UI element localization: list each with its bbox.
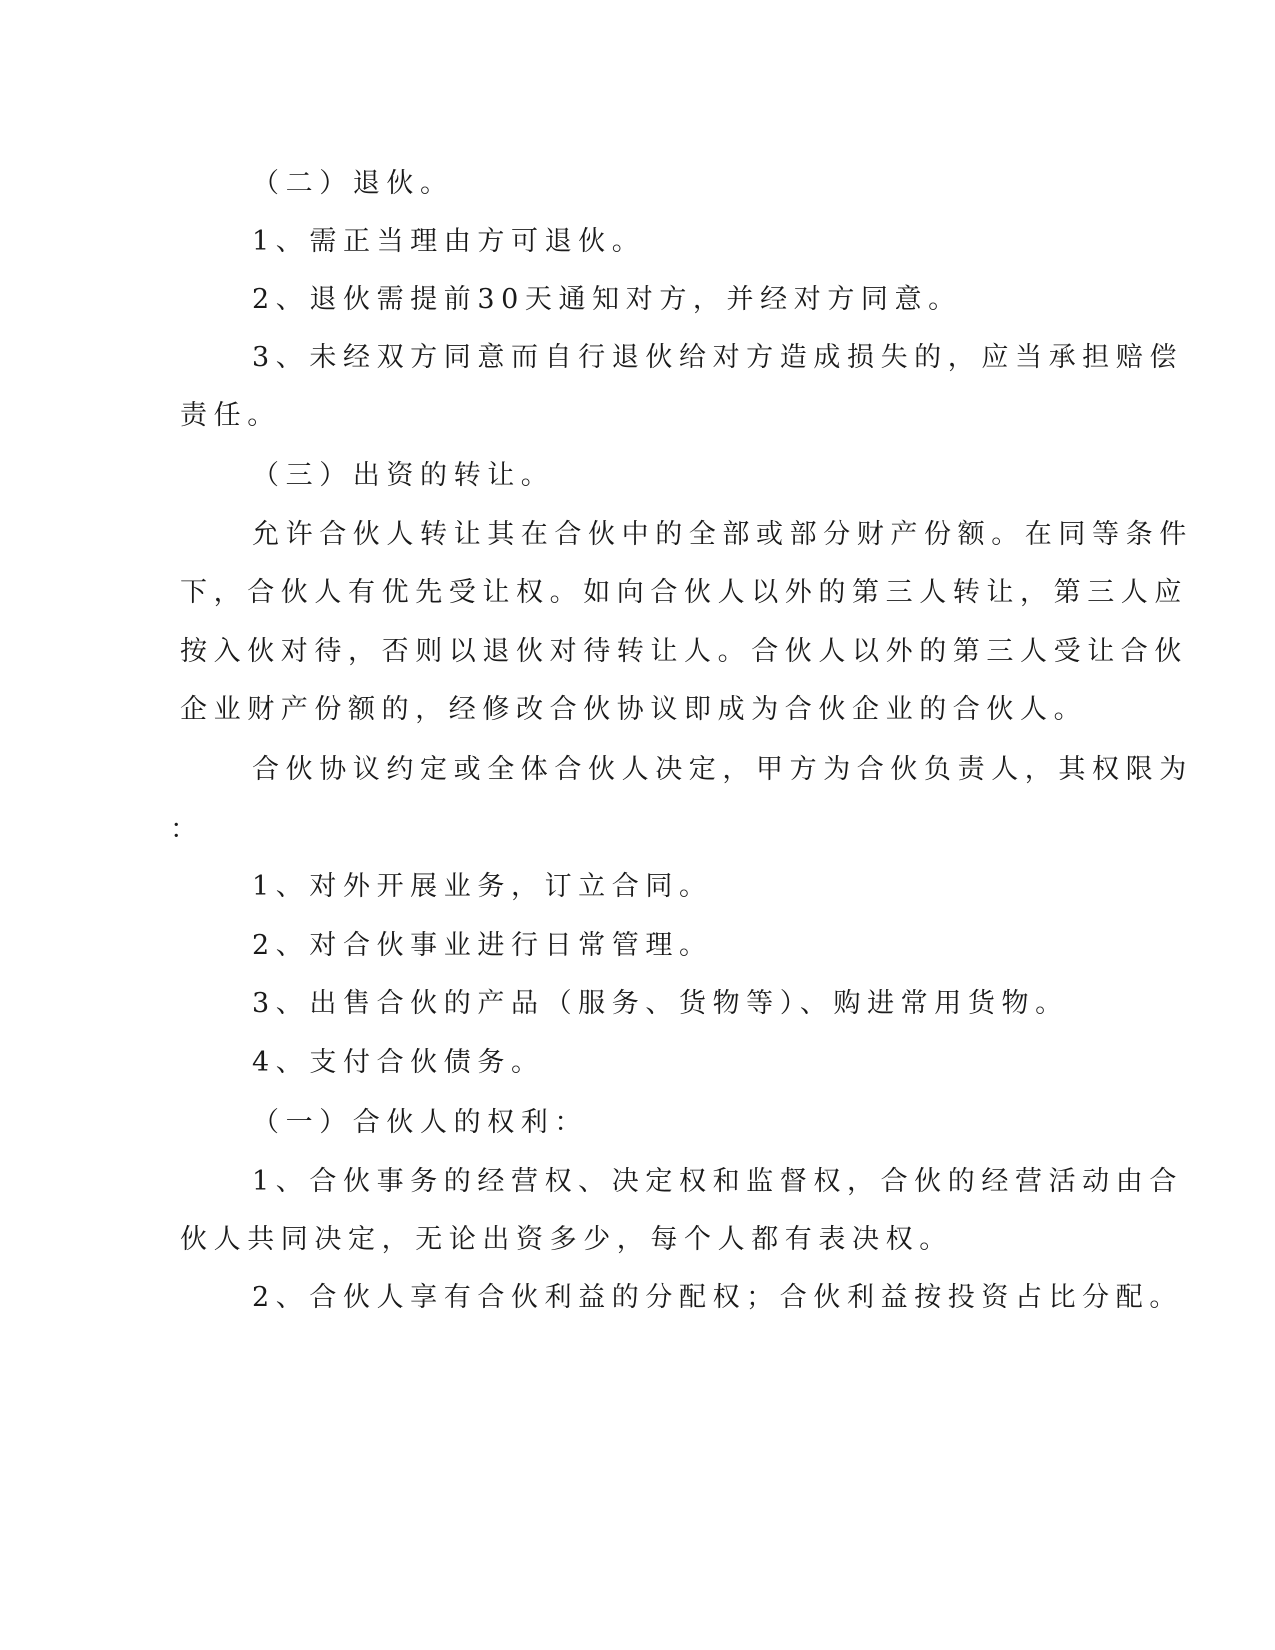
paragraph-rights-item-2: 2、合伙人享有合伙利益的分配权；合伙利益按投资占比分配。 bbox=[252, 1282, 1183, 1313]
paragraph-authority-item-1: 1、对外开展业务，订立合同。 bbox=[252, 871, 713, 902]
paragraph-transfer-line-1: 允许合伙人转让其在合伙中的全部或部分财产份额。在同等条件 bbox=[252, 519, 1193, 550]
paragraph-transfer-line-2: 下，合伙人有优先受让权。如向合伙人以外的第三人转让，第三人应 bbox=[180, 577, 1188, 608]
paragraph-authority-item-2: 2、对合伙事业进行日常管理。 bbox=[252, 930, 713, 961]
paragraph-withdrawal-item-2: 2、退伙需提前30天通知对方，并经对方同意。 bbox=[252, 284, 962, 315]
paragraph-transfer-line-3: 按入伙对待，否则以退伙对待转让人。合伙人以外的第三人受让合伙 bbox=[180, 636, 1188, 667]
paragraph-withdrawal-item-3: 3、未经双方同意而自行退伙给对方造成损失的，应当承担赔偿 bbox=[252, 342, 1183, 373]
paragraph-withdrawal-item-1: 1、需正当理由方可退伙。 bbox=[252, 226, 646, 257]
section-heading-withdrawal: （二）退伙。 bbox=[252, 168, 454, 199]
paragraph-rights-item-1: 1、合伙事务的经营权、决定权和监督权，合伙的经营活动由合 bbox=[252, 1166, 1183, 1197]
paragraph-transfer-line-4: 企业财产份额的，经修改合伙协议即成为合伙企业的合伙人。 bbox=[180, 694, 1088, 725]
paragraph-authority-item-4: 4、支付合伙债务。 bbox=[252, 1047, 545, 1078]
paragraph-rights-item-1-cont: 伙人共同决定，无论出资多少，每个人都有表决权。 bbox=[180, 1224, 953, 1255]
paragraph-authority-item-3: 3、出售合伙的产品（服务、货物等）、购进常用货物。 bbox=[252, 988, 1069, 1019]
paragraph-withdrawal-item-3-cont: 责任。 bbox=[180, 400, 281, 431]
paragraph-authority-line-1: 合伙协议约定或全体合伙人决定，甲方为合伙负责人，其权限为 bbox=[252, 754, 1193, 785]
section-heading-transfer: （三）出资的转让。 bbox=[252, 460, 555, 491]
paragraph-authority-colon: ： bbox=[170, 814, 204, 845]
section-heading-partner-rights: （一）合伙人的权利： bbox=[252, 1107, 588, 1138]
